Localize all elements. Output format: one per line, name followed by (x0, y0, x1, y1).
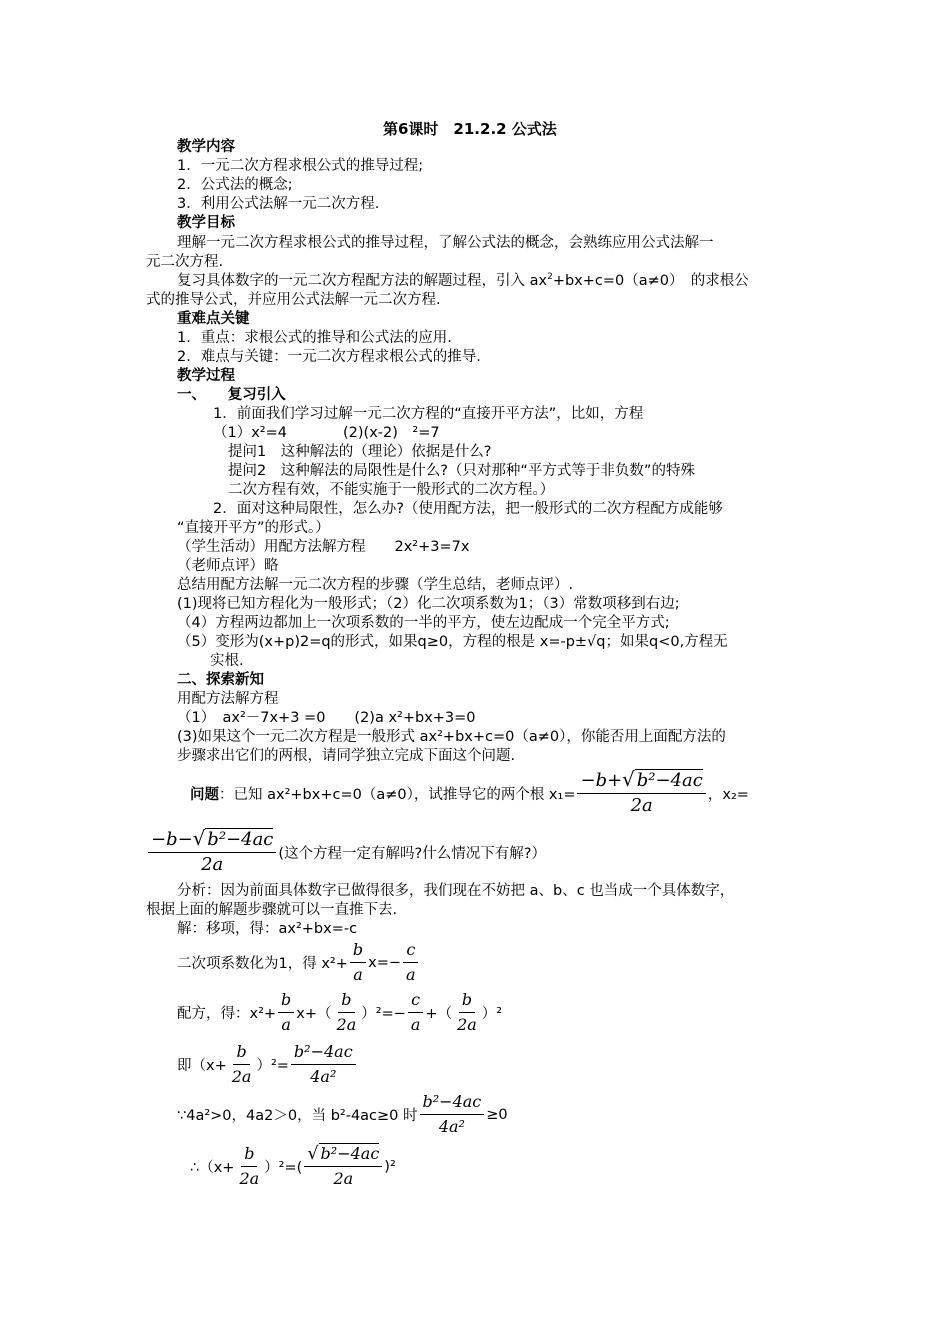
solution-step: 配方，得：x²+ $\frac{b}{a}$ x+（ $\frac{b}{2a}$ ）²=− $\frac{c}{a}$ +（ $\frac{b}{2a}$ ）² (177, 990, 503, 1034)
review-equation: （1）x²=4 (213, 425, 287, 441)
content-item: 1．一元二次方程求根公式的推导过程; (177, 158, 424, 174)
solution-step: 即（x+ $\frac{b}{2a}$ ）²= $\frac{\text{b²−4ac}}{\text{4a²}}$ (177, 1042, 358, 1087)
content-item: 2．公式法的概念; (177, 177, 293, 193)
root2-line (146, 829, 546, 875)
solution-step: 解：移项，得：ax²+bx=-c (177, 921, 358, 937)
review-line: 2．面对这种局限性，怎么办?（使用配方法，把一般形式的二次方程配方成能够 (213, 501, 723, 517)
explore-line: (3)如果这个一元二次方程是一般形式 ax²+bx+c=0（a≠0），你能否用上面配方法的 (177, 729, 726, 745)
analysis-line: 根据上面的解题步骤就可以一直推下去. (146, 902, 398, 918)
section-heading-goals: 教学目标 (177, 215, 235, 231)
review-equation: (2)(x-2) ²=7 (343, 425, 440, 441)
section-heading-keypoints: 重难点关键 (177, 311, 250, 327)
review-line: 1．前面我们学习过解一元二次方程的“直接开平方法”，比如，方程 (213, 406, 644, 422)
part-heading-explore: 二、探索新知 (177, 672, 264, 688)
solution-step: ∴（x+ $\frac{b}{2a}$ ）²=( $\frac{\text{√ b²−4ac}}{2a}$ )² (190, 1144, 396, 1188)
explore-line: 步骤求出它们的两根，请同学独立完成下面这个问题. (177, 748, 516, 764)
keypoint-line: 2．难点与关键：一元二次方程求根公式的推导. (177, 349, 481, 365)
review-summary: 总结用配方法解一元二次方程的步骤（学生总结，老师点评）. (177, 577, 574, 593)
section-heading-content: 教学内容 (177, 139, 235, 155)
review-step: （4）方程两边都加上一次项系数的一半的平方，使左边配成一个完全平方式; (177, 615, 670, 631)
explore-equation: （1） ax²－7x+3 =0 (2)a x²+bx+3=0 (177, 710, 476, 726)
review-step: 实根. (210, 653, 244, 669)
content-item: 3．利用公式法解一元二次方程. (177, 196, 380, 212)
root1-fraction: $\frac{\text{−b+√ b²−4ac}}{2a}$ (577, 770, 705, 816)
keypoint-line: 1．重点：求根公式的推导和公式法的应用. (177, 330, 452, 346)
review-question: 提问2 这种解法的局限性是什么?（只对那种“平方式等于非负数”的特殊 (228, 463, 695, 479)
review-activity: （学生活动）用配方法解方程 2x²+3=7x (177, 539, 470, 555)
part-heading-review: 一、 复习引入 (177, 387, 286, 403)
problem-tail: (这个方程一定有解吗?什么情况下有解?） (278, 845, 546, 862)
problem-text: ：已知 ax²+bx+c=0（a≠0），试推导它的两个根 x₁= (219, 786, 576, 803)
review-question: 二次方程有效，不能实施于一般形式的二次方程。） (228, 482, 555, 498)
review-question: 提问1 这种解法的（理论）依据是什么? (228, 444, 492, 460)
review-line: “直接开平方”的形式。） (177, 520, 330, 536)
problem-label: 问题 (190, 786, 219, 803)
analysis-line: 分析：因为前面具体数字已做得很多，我们现在不妨把 a、b、c 也当成一个具体数字， (177, 883, 735, 899)
problem-line (190, 770, 749, 816)
problem-x2: ，x₂= (707, 786, 749, 803)
section-heading-process: 教学过程 (177, 368, 235, 384)
explore-line: 用配方法解方程 (177, 691, 279, 707)
goal-line: 理解一元二次方程求根公式的推导过程，了解公式法的概念，会熟练应用公式法解一 (177, 235, 714, 251)
review-comment: （老师点评）略 (177, 558, 279, 574)
solution-step: ∵4a²>0，4a2＞0，当 b²-4ac≥0 时 $\frac{\text{b²−4ac}}{\text{4a²}}$ ≥0 (177, 1092, 508, 1136)
page-title: 第6课时 21.2.2 公式法 (383, 120, 557, 138)
goal-line: 元二次方程. (146, 254, 224, 270)
review-step: (1)现将已知方程化为一般形式；（2）化二次项系数为1；（3）常数项移到右边; (177, 596, 680, 612)
review-step: （5）变形为(x+p)2=q的形式，如果q≥0，方程的根是 x=-p±√q；如果q<0,方程无 (177, 634, 728, 650)
root2-fraction: $\frac{\text{−b−√ b²−4ac}}{2a}$ (148, 829, 276, 875)
goal-line: 式的推导公式，并应用公式法解一元二次方程. (146, 292, 441, 308)
solution-step: 二次项系数化为1，得 x²+ $\frac{b}{a}$ x=− $\frac{c}{a}$ (177, 940, 421, 985)
goal-line: 复习具体数字的一元二次方程配方法的解题过程，引入 $ax^2+bx+c=0(a\ne 0)$ 的求根公 (177, 272, 749, 289)
